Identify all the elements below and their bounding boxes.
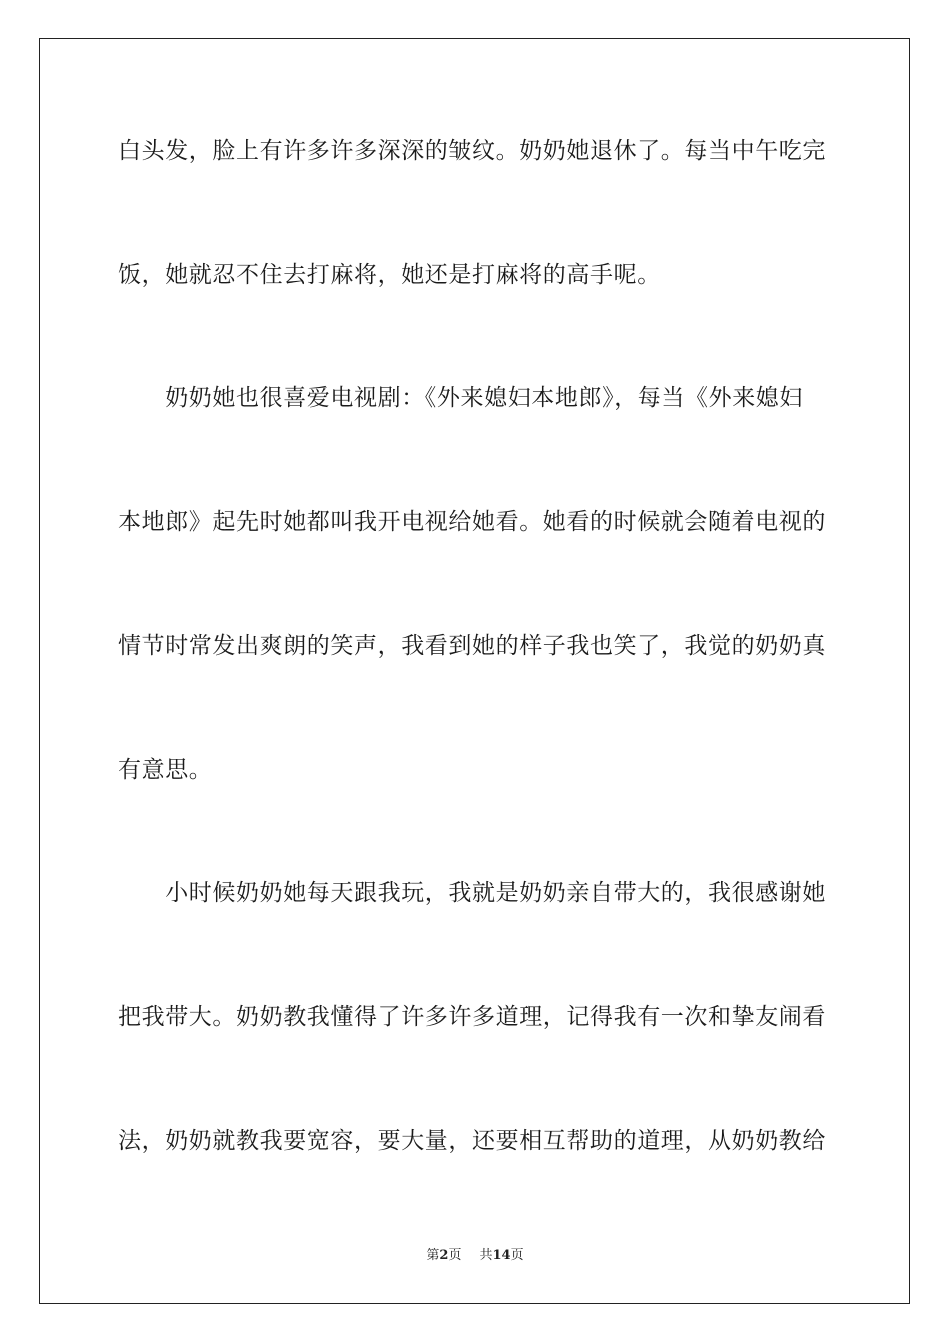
text-line: 小时候奶奶她每天跟我玩，我就是奶奶亲自带大的，我很感谢她 bbox=[118, 880, 826, 906]
footer-total-prefix: 共 bbox=[479, 1248, 493, 1263]
text-line: 情节时常发出爽朗的笑声，我看到她的样子我也笑了，我觉的奶奶真 bbox=[118, 633, 826, 659]
footer-prefix: 第 bbox=[426, 1248, 440, 1263]
text-line: 有意思。 bbox=[118, 757, 213, 783]
footer-total-suffix: 页 bbox=[510, 1248, 524, 1263]
text-line: 白头发，脸上有许多许多深深的皱纹。奶奶她退休了。每当中午吃完 bbox=[118, 138, 826, 164]
page-frame bbox=[39, 38, 910, 1304]
text-line: 奶奶她也很喜爱电视剧：《外来媳妇本地郎》，每当《外来媳妇 bbox=[118, 385, 803, 411]
total-pages: 14 bbox=[492, 1248, 511, 1263]
text-line: 本地郎》起先时她都叫我开电视给她看。她看的时候就会随着电视的 bbox=[118, 509, 826, 535]
text-line: 把我带大。奶奶教我懂得了许多许多道理，记得我有一次和挚友闹看 bbox=[118, 1004, 826, 1030]
footer-page-suffix: 页 bbox=[448, 1248, 462, 1263]
page-footer bbox=[0, 1247, 950, 1265]
text-line: 饭，她就忍不住去打麻将，她还是打麻将的高手呢。 bbox=[118, 262, 661, 288]
text-line: 法，奶奶就教我要宽容，要大量，还要相互帮助的道理，从奶奶教给 bbox=[118, 1128, 826, 1154]
page-number: 2 bbox=[439, 1248, 449, 1263]
